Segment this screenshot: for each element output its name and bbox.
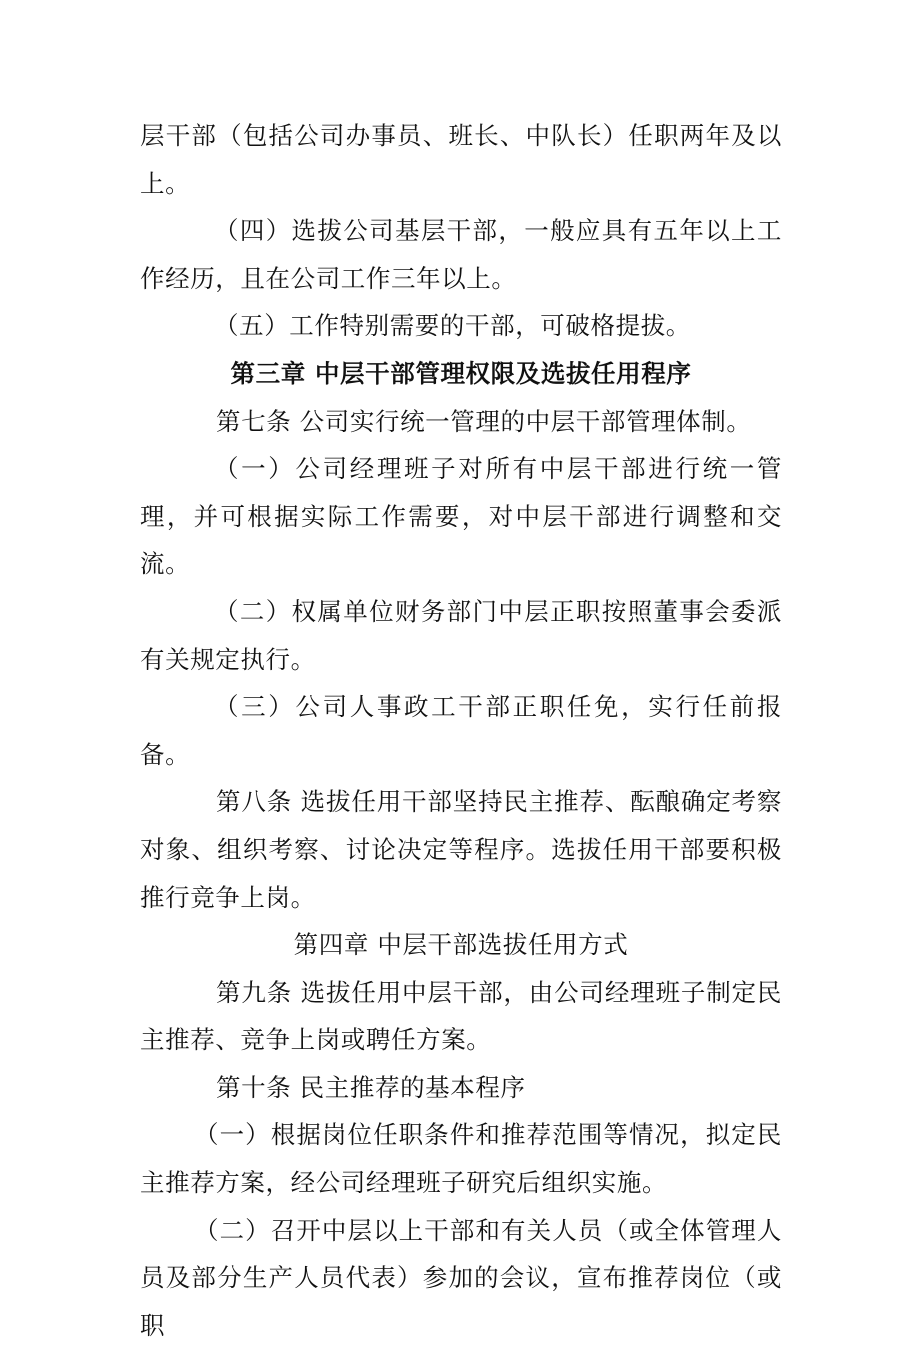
article-10: 第十条 民主推荐的基本程序	[216, 1072, 526, 1102]
article-8: 第八条 选拔任用干部坚持民主推荐、酝酿确定考察对象、组织考察、讨论决定等程序。选拔任用干部要积极推行竞争上岗。	[140, 787, 782, 912]
paragraph-item-4: （四）选拔公司基层干部，一般应具有五年以上工作经历，且在公司工作三年以上。	[140, 216, 782, 293]
paragraph-continuation: 层干部（包括公司办事员、班长、中队长）任职两年及以上。	[140, 121, 782, 198]
article-7-item-2: （二）权属单位财务部门中层正职按照董事会委派有关规定执行。	[140, 596, 782, 674]
document-page	[140, 112, 782, 1349]
paragraph-item-5: （五）工作特别需要的干部，可破格提拔。	[214, 311, 691, 341]
chapter-4-heading: 第四章 中层干部选拔任用方式	[293, 930, 629, 960]
article-10-item-2: （二）召开中层以上干部和有关人员（或全体管理人员及部分生产人员代表）参加的会议，宣布推荐岗位（或职	[140, 1215, 782, 1340]
article-9: 第九条 选拔任用中层干部，由公司经理班子制定民主推荐、竞争上岗或聘任方案。	[140, 977, 782, 1055]
article-7: 第七条 公司实行统一管理的中层干部管理体制。	[216, 406, 752, 436]
article-7-item-1: （一）公司经理班子对所有中层干部进行统一管理，并可根据实际工作需要，对中层干部进行调整和交流。	[140, 454, 782, 579]
article-7-item-3: （三）公司人事政工干部正职任免，实行任前报备。	[140, 692, 782, 769]
chapter-3-heading: 第三章 中层干部管理权限及选拔任用程序	[230, 358, 692, 388]
article-10-item-1: （一）根据岗位任职条件和推荐范围等情况，拟定民主推荐方案，经公司经理班子研究后组织实施。	[140, 1120, 782, 1198]
